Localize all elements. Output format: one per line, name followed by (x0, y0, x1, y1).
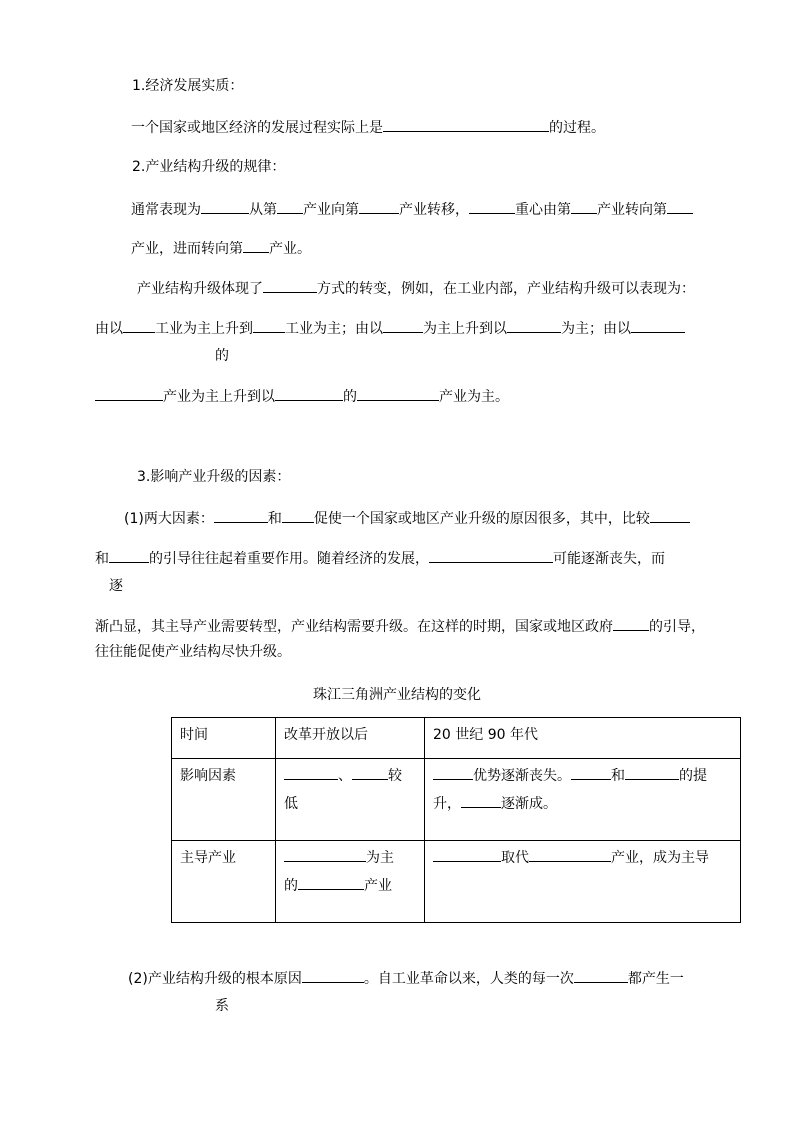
fill-blank[interactable] (282, 508, 314, 523)
section3-para2b (109, 576, 123, 596)
fill-blank[interactable] (201, 199, 249, 214)
fill-blank[interactable] (571, 765, 611, 780)
text: 逐 (109, 578, 123, 594)
fill-blank[interactable] (95, 386, 163, 401)
text: 渐凸显，其主导产业需要转型，产业结构需要升级。在这样的时期，国家或地区政府 (95, 619, 613, 635)
text: 系 (215, 998, 229, 1014)
table-row (172, 718, 741, 759)
text: 的 (343, 389, 357, 405)
fill-blank[interactable] (302, 968, 364, 983)
section2-line4 (95, 318, 685, 339)
text: 都产生一 (627, 971, 684, 987)
text: 低 (284, 796, 298, 812)
section2-line3 (137, 278, 695, 299)
text: 的引导往往起着重要作用。随着经济的发展， (149, 551, 429, 567)
fill-blank[interactable] (298, 875, 364, 890)
text: 为主；由以 (561, 321, 631, 337)
text: 和 (95, 551, 109, 567)
section3-para2 (95, 548, 665, 569)
table-row (172, 759, 741, 841)
text: 取代 (501, 850, 529, 866)
text: 产业为主。 (439, 389, 509, 405)
text: 和 (611, 768, 625, 784)
section2-line2 (131, 238, 311, 259)
section3-para5b (215, 996, 229, 1016)
fill-blank[interactable] (574, 968, 628, 983)
fill-blank[interactable] (253, 318, 285, 333)
fill-blank[interactable] (631, 318, 685, 333)
text: 为主 (366, 850, 394, 866)
text: 产业，进而转向第 (131, 241, 243, 257)
section1-body (131, 117, 605, 138)
fill-blank[interactable] (243, 238, 269, 253)
text: 、 (338, 768, 352, 784)
table-cell (425, 841, 741, 923)
section2-heading (132, 157, 285, 177)
text: 升， (433, 796, 461, 812)
fill-blank[interactable] (284, 765, 338, 780)
text: 产业向第 (303, 202, 359, 218)
section2-line5 (95, 386, 509, 407)
text: 由以 (95, 321, 123, 337)
text: 方式的转变，例如，在工业内部，产业结构升级可以表现为： (317, 281, 695, 297)
fill-blank[interactable] (123, 318, 155, 333)
text: 工业为主上升到 (155, 321, 253, 337)
text: 可能逐渐丧失，而 (553, 551, 665, 567)
text: 产业 (364, 878, 392, 894)
text: 产业，成为主导 (611, 850, 709, 866)
fill-blank[interactable] (429, 548, 553, 563)
fill-blank[interactable] (650, 508, 690, 523)
fill-blank[interactable] (461, 793, 501, 808)
fill-blank[interactable] (383, 318, 423, 333)
fill-blank[interactable] (383, 117, 549, 132)
section2-heading-text: 2.产业结构升级的规律： (132, 159, 286, 175)
section1-heading (132, 76, 243, 96)
text: 和 (267, 511, 282, 527)
text: 促使一个国家或地区产业升级的原因很多，其中，比较 (313, 511, 650, 527)
text: 一个国家或地区经济的发展过程实际上是 (131, 120, 383, 136)
fill-blank[interactable] (667, 199, 693, 214)
fill-blank[interactable] (469, 199, 515, 214)
text: 逐渐成。 (501, 796, 557, 812)
text: 通常表现为 (131, 202, 201, 218)
text: 产业转向第 (597, 202, 667, 218)
fill-blank[interactable] (214, 508, 268, 523)
text: 产业结构升级体现了 (137, 281, 263, 297)
text: 产业。 (269, 241, 311, 257)
fill-blank[interactable] (284, 847, 366, 862)
text: 重心由第 (515, 202, 571, 218)
table-caption: 珠江三角洲产业结构的变化 (313, 687, 481, 703)
table-cell (276, 759, 425, 841)
table-cell (425, 759, 741, 841)
fill-blank[interactable] (433, 847, 501, 862)
table-cell (276, 841, 425, 923)
section3-para3 (95, 616, 705, 637)
text: 较 (388, 768, 402, 784)
fill-blank[interactable] (571, 199, 597, 214)
fill-blank[interactable] (357, 386, 439, 401)
row-label: 影响因素 (172, 759, 276, 841)
section3-para5 (128, 968, 684, 989)
table-row (172, 841, 741, 923)
text: 。自工业革命以来，人类的每一次 (363, 971, 574, 987)
fill-blank[interactable] (352, 765, 388, 780)
section3-heading-text: 3.影响产业升级的因素： (137, 469, 291, 485)
text: 往往能促使产业结构尽快升级。 (95, 644, 291, 660)
text: 的 (284, 878, 298, 894)
fill-blank[interactable] (359, 199, 399, 214)
fill-blank[interactable] (613, 616, 649, 631)
section2-line1 (131, 199, 693, 220)
row-label: 主导产业 (172, 841, 276, 923)
fill-blank[interactable] (625, 765, 679, 780)
fill-blank[interactable] (277, 199, 303, 214)
industry-structure-table (171, 717, 741, 923)
section1-heading-text: 1.经济发展实质： (132, 78, 244, 94)
fill-blank[interactable] (275, 386, 343, 401)
fill-blank[interactable] (529, 847, 611, 862)
text: 为主上升到以 (423, 321, 507, 337)
fill-blank[interactable] (109, 548, 149, 563)
section3-para4 (95, 642, 291, 662)
section3-heading (137, 467, 290, 487)
text: 工业为主；由以 (285, 321, 383, 337)
text: 优势逐渐丧失。 (473, 768, 571, 784)
text: 产业为主上升到以 (163, 389, 275, 405)
fill-blank[interactable] (263, 278, 317, 293)
section2-line4b (215, 346, 229, 366)
text: (2)产业结构升级的根本原因 (128, 971, 302, 987)
text: 的 (215, 348, 229, 364)
text: (1)两大因素： (124, 511, 214, 527)
text: 从第 (249, 202, 277, 218)
text: 的引导， (649, 619, 705, 635)
text: 的过程。 (549, 120, 605, 136)
fill-blank[interactable] (507, 318, 561, 333)
fill-blank[interactable] (433, 765, 473, 780)
section3-para1 (124, 508, 690, 529)
text: 产业转移， (399, 202, 469, 218)
table-header-cell: 改革开放以后 (276, 718, 425, 759)
table-header-cell: 20 世纪 90 年代 (425, 718, 741, 759)
text: 的提 (679, 768, 707, 784)
table-header-cell: 时间 (172, 718, 276, 759)
